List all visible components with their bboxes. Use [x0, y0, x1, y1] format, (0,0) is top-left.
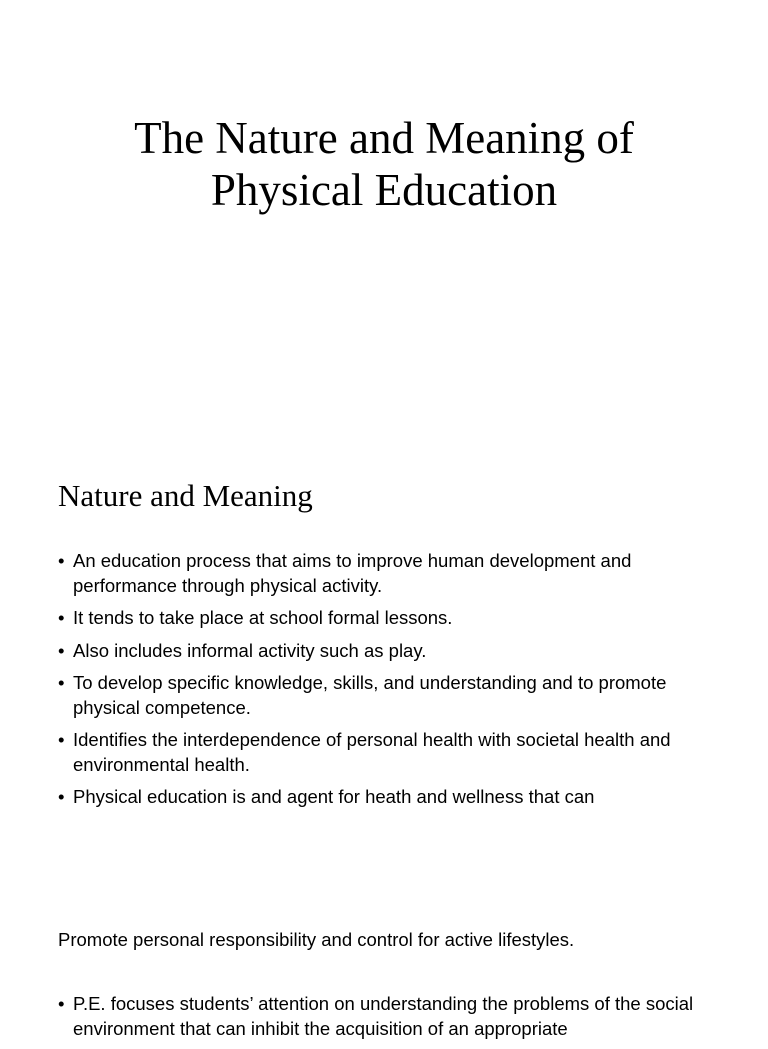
bullet-text: An education process that aims to improve human development and performance through physical activity.: [73, 550, 632, 596]
bullet-item: [58, 549, 718, 598]
bullet-text: To develop specific knowledge, skills, and understanding and to promote physical competence.: [73, 672, 667, 718]
section-heading: Nature and Meaning: [58, 478, 313, 513]
bullet-glyph: •: [58, 786, 65, 807]
bullet-glyph: •: [58, 639, 65, 661]
bullet-item: [58, 606, 718, 631]
bullet-item: [58, 671, 718, 720]
bullet-text: Also includes informal activity such as play.: [73, 639, 427, 661]
slide-title-line-2: Physical Education: [210, 165, 558, 215]
bullet-glyph: •: [58, 993, 65, 1014]
bullet-glyph: •: [58, 607, 65, 628]
bullet-item: [58, 639, 718, 664]
bullet-glyph: •: [58, 550, 65, 571]
bullet-text: Physical education is and agent for heath and wellness that can: [73, 786, 595, 807]
continuation-bullet-list: [58, 992, 718, 1049]
bullet-text: Identifies the interdependence of personal health with societal health and environmental health.: [73, 729, 671, 775]
bullet-glyph: •: [58, 729, 65, 750]
bullet-list: [58, 549, 718, 818]
bullet-glyph: •: [58, 672, 65, 693]
bullet-text: P.E. focuses students’ attention on understanding the problems of the social environment that can inhibit the acquisition of an appropriate: [73, 993, 694, 1039]
bullet-item: [58, 785, 718, 810]
slide-title-line-1: The Nature and Meaning of: [134, 113, 634, 163]
bullet-item: [58, 728, 718, 777]
continuation-paragraph: Promote personal responsibility and control for active lifestyles.: [58, 929, 575, 950]
slide-title: [40, 112, 728, 216]
bullet-item: [58, 992, 718, 1041]
bullet-text: It tends to take place at school formal lessons.: [73, 607, 453, 628]
